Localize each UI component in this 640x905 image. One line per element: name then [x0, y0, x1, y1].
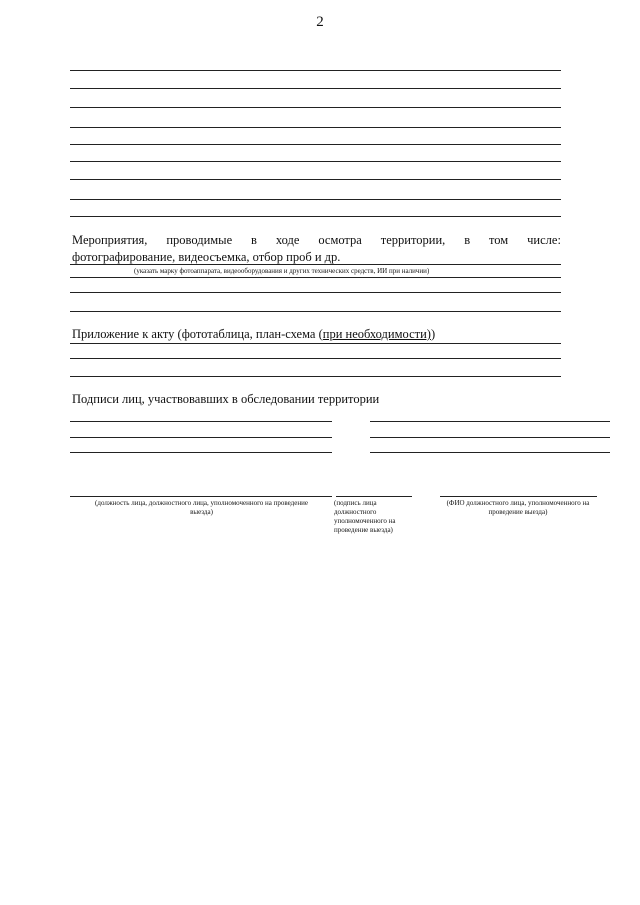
blank-line: [70, 127, 561, 128]
measures-word: числе:: [527, 233, 561, 247]
measures-word: территории,: [380, 233, 446, 247]
measures-word: проводимые: [166, 233, 233, 247]
appendix-label: [72, 327, 435, 341]
measures-word: том: [489, 233, 509, 247]
blank-line: [70, 216, 561, 217]
measures-line1: [72, 233, 561, 247]
signature-line-right: [370, 452, 610, 453]
blank-line: [70, 292, 561, 293]
signature-line: [336, 496, 412, 497]
blank-line: [70, 161, 561, 162]
name-line: [440, 496, 597, 497]
appendix-tail: ): [430, 327, 436, 341]
blank-line: [70, 264, 561, 265]
blank-line: [70, 88, 561, 89]
caption-name: (ФИО должностного лица, уполномоченного на проведение выезда): [446, 499, 590, 516]
measures-word: в: [464, 233, 471, 247]
blank-line: [70, 277, 561, 278]
blank-line: [70, 107, 561, 108]
blank-line: [70, 311, 561, 312]
measures-word: Мероприятия,: [72, 233, 148, 247]
appendix-underlined: при необходимости): [322, 327, 431, 341]
blank-line: [70, 70, 561, 71]
signature-line-right: [370, 437, 610, 438]
measures-word: в: [251, 233, 257, 247]
measures-line2: фотографирование, видеосъемка, отбор проб и др.: [72, 250, 341, 264]
blank-line: [70, 179, 561, 180]
signature-line-left: [70, 452, 332, 453]
position-line: [70, 496, 332, 497]
appendix-text: Приложение к акту (фототаблица, план-схема (: [72, 327, 323, 341]
blank-line: [70, 376, 561, 377]
measures-hint: (указать марку фотоаппарата, видеооборудования и других технических средств, ИИ при наличии): [134, 267, 430, 275]
blank-line: [70, 358, 561, 359]
blank-line: [70, 343, 561, 344]
blank-line: [70, 199, 561, 200]
measures-word: осмотра: [318, 233, 362, 247]
signature-line-right: [370, 421, 610, 422]
signature-line-left: [70, 421, 332, 422]
caption-signature: (подпись лица должностного уполномоченного на проведение выезда): [334, 499, 396, 534]
measures-word: ходе: [275, 233, 300, 247]
signatures-heading: Подписи лиц, участвовавших в обследовании территории: [72, 392, 380, 406]
blank-line: [70, 144, 561, 145]
page-number: 2: [316, 14, 324, 30]
caption-position: (должность лица, должностного лица, уполномоченного на проведение выезда): [95, 499, 308, 516]
signature-line-left: [70, 437, 332, 438]
